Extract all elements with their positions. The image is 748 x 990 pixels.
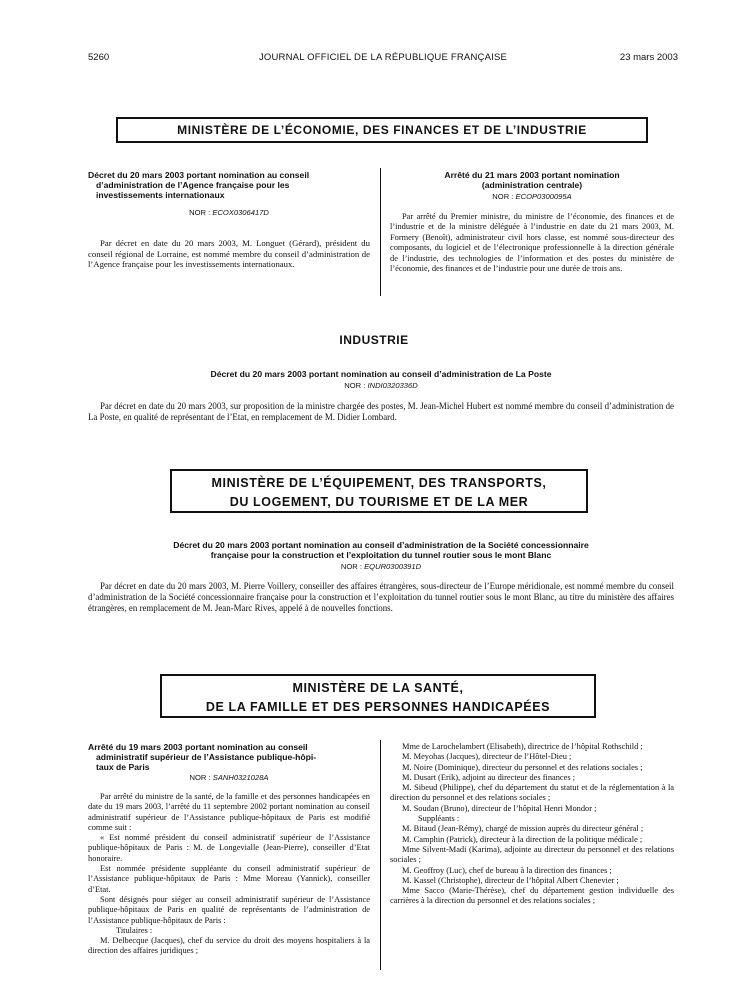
ministry-equipement-title-line: MINISTÈRE DE L’ÉQUIPEMENT, DES TRANSPORTS, <box>211 476 547 490</box>
ministry-economie-heading <box>116 117 648 143</box>
column-divider <box>380 740 381 970</box>
title-line: (administration centrale) <box>481 180 583 190</box>
nor-reference <box>88 773 370 782</box>
nor-label: NOR : <box>344 381 366 390</box>
nor-code: SANH0321028A <box>212 773 269 782</box>
nor-code: ECOP0300095A <box>515 192 572 201</box>
ministry-equipement-heading <box>170 469 588 513</box>
arrete-formery-title <box>390 170 674 190</box>
decree-mont-blanc <box>88 540 674 614</box>
list-item: Par arrêté du ministre de la santé, de la famille et des personnes handicapées en date du 19 mars 2003, l’arrêté du 11 septembre 2002 portant nomination au conseil administratif supérieur de l’Assistance publique-hôpitaux de Paris est modifié comme suit : <box>88 792 370 832</box>
list-item: M. Dusart (Erik), adjoint au directeur des finances ; <box>402 772 576 782</box>
journal-title: JOURNAL OFFICIEL DE LA RÉPUBLIQUE FRANÇAISE <box>258 52 508 63</box>
nor-label: NOR : <box>340 562 362 571</box>
nor-reference <box>390 192 674 201</box>
list-item: M. Meyohas (Jacques), directeur de l’Hôtel-Dieu ; <box>402 752 572 762</box>
decree-afii-title <box>88 170 370 200</box>
nor-label: NOR : <box>189 773 211 782</box>
column-divider <box>380 168 381 296</box>
nor-label: NOR : <box>492 192 514 201</box>
nor-code: ECOX0306417D <box>212 208 269 217</box>
issue-date: 23 mars 2003 <box>619 52 678 63</box>
nor-reference <box>88 562 674 571</box>
arrete-ap-hp-continued <box>390 742 674 907</box>
list-item: M. Soudan (Bruno), directeur de l’hôpital Henri Mondor ; <box>402 803 597 813</box>
list-item: Mme de Larochelambert (Elisabeth), directrice de l’hôpital Rothschild ; <box>402 742 643 751</box>
list-item: M. Bitaud (Jean-Rémy), chargé de mission auprès du directeur général ; <box>402 824 644 834</box>
decree-mont-blanc-body: Par décret en date du 20 mars 2003, M. Pierre Voillery, conseiller des affaires étrangères, sous-directeur de l’Europe méridionale, est nommé membre du conseil d’administration de la Société concessionnaire française pour la construction et l’exploitation du tunnel routier sous le mont Blanc, au titre du ministère des affaires étrangères, en remplacement de M. Jean-Marc Rives, appelé à de nouvelles fonctions. <box>88 581 674 613</box>
page-number: 5260 <box>88 52 110 63</box>
ministry-sante-title-line: DE LA FAMILLE ET DES PERSONNES HANDICAPÉES <box>205 700 551 714</box>
industrie-heading: INDUSTRIE <box>339 333 409 347</box>
list-item: Mme Silvent-Madi (Karima), adjointe au directeur du personnel et des relations sociales ; <box>390 844 674 865</box>
decree-la-poste <box>88 369 674 423</box>
ministry-sante-heading <box>160 674 596 718</box>
list-item: M. Noire (Dominique), directeur du personnel et des relations sociales ; <box>402 762 643 772</box>
title-line: Décret du 20 mars 2003 portant nomination au conseil d’administration de la Société concessionnaire <box>173 540 589 550</box>
title-line: taux de Paris <box>96 762 150 772</box>
title-line: Arrêté du 21 mars 2003 portant nomination <box>444 170 620 180</box>
list-item: « Est nommé président du conseil administratif supérieur de l’Assistance publique-hôpitaux de Paris : M. de Longevialle (Jean-Pierre), conseiller d’Etat honoraire. <box>88 833 370 863</box>
list-item: Sont désignés pour siéger au conseil administratif supérieur de l’Assistance publique-hôpitaux de Paris en qualité de représentants de l’administration de l’Assistance publique-hôpitaux de Paris : <box>88 894 370 925</box>
list-item: Est nommée présidente suppléante du conseil administratif supérieur de l’Assistance publique-hôpitaux de Paris : Mme Moreau (Yannick), conseiller d’Etat. <box>88 864 370 894</box>
arrete-formery-body: Par arrêté du Premier ministre, du ministre de l’économie, des finances et de l’industrie et de la ministre déléguée à l’industrie en date du 21 mars 2003, M. Formery (Benoît), administrateur civil hors classe, est nommé sous-directeur des composants, du logiciel et de l’électronique professionnelle à la direction générale de l’industrie, des technologies de l’information et des postes du ministère de l’économie, des finances et de l’industrie pour une durée de trois ans. <box>390 212 674 274</box>
ministry-sante-title-line: MINISTÈRE DE LA SANTÉ, <box>292 681 464 695</box>
decree-afii <box>88 170 370 270</box>
arrete-formery <box>390 170 674 274</box>
list-item: M. Kassel (Christophe), directeur de l’hôpital Albert Chenevier ; <box>402 875 619 885</box>
list-item: M. Delbecque (Jacques), chef du service du droit des moyens hospitaliers à la direction des affaires juridiques ; <box>88 936 370 956</box>
list-item: Mme Sacco (Marie-Thérèse), chef du département gestion individuelle des carrières à la direction du personnel et des relations sociales ; <box>390 886 674 906</box>
ministry-economie-title: MINISTÈRE DE L’ÉCONOMIE, DES FINANCES ET DE L’INDUSTRIE <box>177 123 587 137</box>
title-line: française pour la construction et l’exploitation du tunnel routier sous le mont Blanc <box>210 550 552 560</box>
members-list <box>390 742 674 907</box>
list-item: M. Sibeud (Philippe), chef du département du statut et de la réglementation à la direction du personnel et des relations sociales ; <box>390 783 674 803</box>
arrete-ap-hp <box>88 742 370 957</box>
list-item: Suppléants : <box>418 814 460 824</box>
nor-reference <box>88 381 674 390</box>
title-line: Décret du 20 mars 2003 portant nomination au conseil <box>88 170 310 180</box>
ministry-equipement-title-line: DU LOGEMENT, DU TOURISME ET DE LA MER <box>229 495 529 509</box>
nor-code: INDI0320336D <box>367 381 418 390</box>
list-item: Titulaires : <box>116 925 153 935</box>
decree-afii-body: Par décret en date du 20 mars 2003, M. Longuet (Gérard), président du conseil régional de Lorraine, est nommé membre du conseil d’administration de l’Agence française pour les investissements internationaux. <box>88 238 370 270</box>
title-line: d’administration de l’Agence française pour les <box>96 180 290 190</box>
list-item: M. Camphin (Patrick), directeur à la direction de la politique médicale ; <box>402 834 643 844</box>
decree-la-poste-title: Décret du 20 mars 2003 portant nomination au conseil d’administration de La Poste <box>210 369 552 379</box>
arrete-ap-hp-body <box>88 792 370 957</box>
list-item: M. Geoffroy (Luc), chef de bureau à la direction des finances ; <box>402 865 612 875</box>
title-line: administratif supérieur de l’Assistance publique-hôpi- <box>96 752 317 762</box>
decree-la-poste-body: Par décret en date du 20 mars 2003, sur proposition de la ministre chargée des postes, M. Jean-Michel Hubert est nommé membre du conseil d’administration de La Poste, en qualité de représentant de l’Etat, en remplacement de M. Didier Lombard. <box>88 401 674 422</box>
decree-mont-blanc-title <box>88 540 674 560</box>
title-line: investissements internationaux <box>96 190 225 200</box>
title-line: Arrêté du 19 mars 2003 portant nomination au conseil <box>88 742 308 752</box>
nor-label: NOR : <box>189 208 211 217</box>
running-header <box>88 52 678 66</box>
arrete-ap-hp-title <box>88 742 370 772</box>
nor-reference <box>88 208 370 217</box>
nor-code: EQUR0300391D <box>364 562 422 571</box>
